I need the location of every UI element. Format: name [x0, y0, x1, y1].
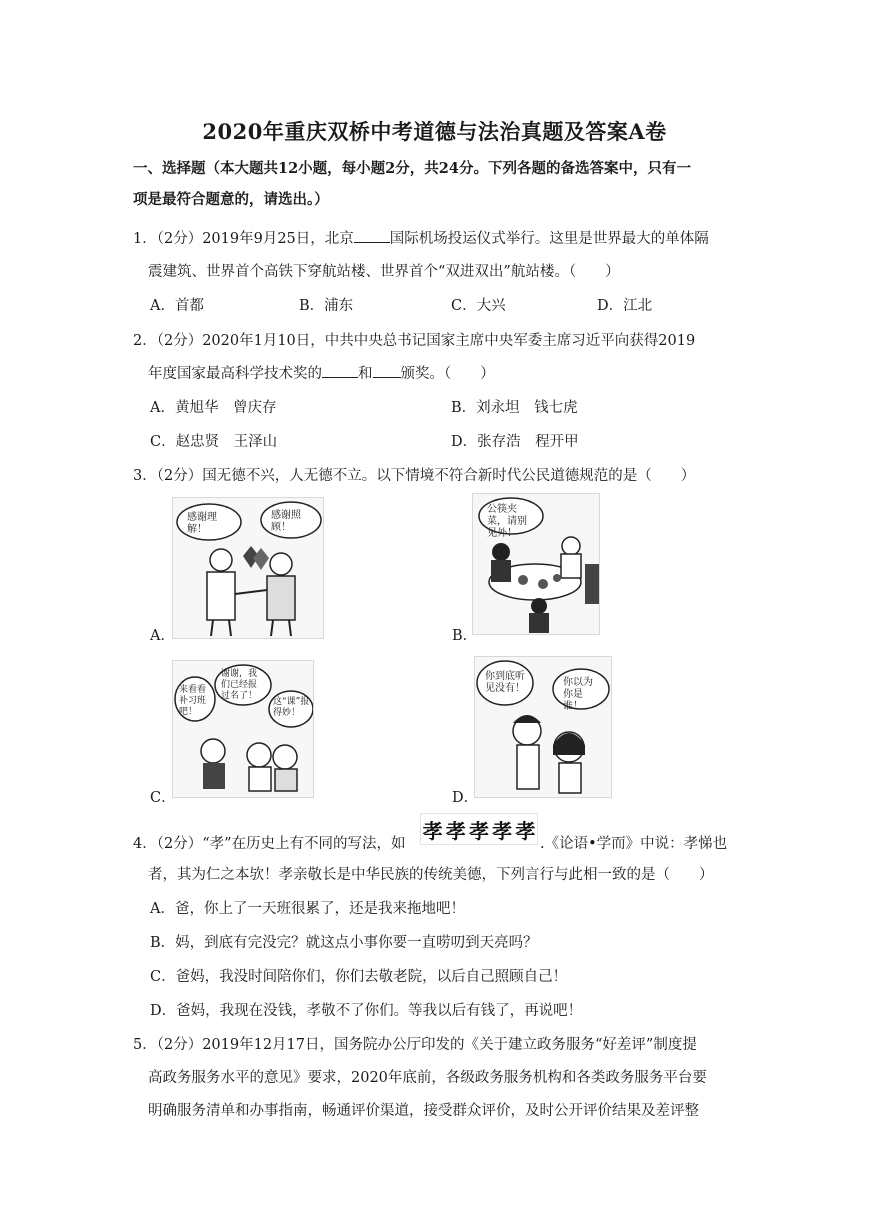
- calligraphy-char-5: 孝: [515, 818, 536, 843]
- calligraphy-char-2: 孝: [445, 818, 466, 843]
- q3-cartoon-a: [172, 497, 324, 639]
- q3-c-bubble-right: 这“课”报得妙！: [273, 697, 310, 718]
- q2-stem-part-c: 颁奖。（ ）: [400, 366, 495, 382]
- q2-stem-part-b: 和: [358, 366, 373, 382]
- q4-option-c: C．爸妈，我没时间陪你们，你们去敬老院，以后自己照顾自己！: [150, 969, 568, 985]
- q1-stem-line2: 震建筑、世界首个高铁下穿航站楼、世界首个“双进双出”航站楼。（ ）: [148, 264, 620, 280]
- q3-d-bubble-left: 你到底听见没有！: [485, 671, 525, 694]
- q3-cartoon-d: [474, 656, 612, 798]
- q3-label-d: D．: [452, 790, 479, 806]
- section-instruction-line2: 项是最符合题意的，请选出。）: [133, 191, 329, 208]
- q4-option-b: B．妈，到底有完没完？就这点小事你要一直唠叨到天亮吗？: [150, 935, 538, 951]
- calligraphy-char-3: 孝: [468, 818, 489, 843]
- q4-stem-part-a: 4．（2分）“孝”在历史上有不同的写法，如: [133, 836, 406, 852]
- q2-option-a: A．黄旭华 曾庆存: [150, 400, 277, 416]
- q3-b-bubble: 公筷夹菜，请别见外！: [487, 504, 527, 539]
- q3-label-b: B．: [452, 628, 478, 644]
- q1-option-c: C．大兴: [451, 298, 506, 314]
- q1-stem-part-b: 国际机场投运仪式举行。这里是世界最大的单体隔: [389, 231, 709, 247]
- q4-stem-part-b: .《论语•学而》中说：孝悌也: [540, 836, 728, 852]
- q3-d-bubble-right: 你以为你是谁！: [563, 677, 593, 712]
- q3-c-bubble-left: 来看看补习班吧！: [179, 685, 207, 717]
- q1-stem-line1: [133, 229, 709, 249]
- q5-stem-line3: 明确服务清单和办事指南，畅通评价渠道，接受群众评价，及时公开评价结果及差评整: [148, 1103, 699, 1119]
- q1-answer-blank: [354, 229, 390, 243]
- q2-stem-line2: [148, 364, 495, 384]
- q2-option-d: D．张存浩 程开甲: [451, 434, 579, 450]
- q4-option-d: D．爸妈，我现在没钱，孝敬不了你们。等我以后有钱了，再说吧！: [150, 1003, 583, 1019]
- q1-option-d: D．江北: [597, 298, 653, 314]
- q3-cartoon-b: [472, 493, 600, 635]
- q2-option-c: C．赵忠贤 王泽山: [150, 434, 278, 450]
- calligraphy-char-4: 孝: [492, 818, 513, 843]
- document-title: 2020年重庆双桥中考道德与法治真题及答案A卷: [202, 119, 667, 144]
- q2-stem-part-a: 年度国家最高科学技术奖的: [148, 366, 322, 382]
- q4-stem-line2: 者，其为仁之本欤！孝亲敬长是中华民族的传统美德，下列言行与此相一致的是（ ）: [148, 867, 714, 883]
- xiao-calligraphy-image: [420, 813, 538, 845]
- calligraphy-char-1: 孝: [422, 818, 443, 843]
- q1-option-b: B．浦东: [299, 298, 354, 314]
- q2-answer-blank-2: [373, 364, 401, 378]
- q3-label-a: A．: [150, 628, 175, 644]
- q3-label-c: C．: [150, 790, 176, 806]
- q1-stem-part-a: 1．（2分）2019年9月25日，北京: [133, 231, 354, 247]
- q4-option-a: A．爸，你上了一天班很累了，还是我来拖地吧！: [150, 901, 465, 917]
- q2-answer-blank-1: [322, 364, 358, 378]
- q5-stem-line1: 5．（2分）2019年12月17日，国务院办公厅印发的《关于建立政务服务“好差评”制度提: [133, 1037, 697, 1053]
- q5-stem-line2: 高政务服务水平的意见》要求，2020年底前，各级政务服务机构和各类政务服务平台要: [148, 1070, 707, 1086]
- q2-option-b: B．刘永坦 钱七虎: [451, 400, 578, 416]
- q3-a-bubble-left: 感谢理解！: [187, 512, 217, 535]
- section-instruction-line1: 一、选择题（本大题共12小题，每小题2分，共24分。下列各题的备选答案中，只有一: [133, 160, 691, 177]
- q3-cartoon-c: [172, 660, 314, 798]
- q1-option-a: A．首都: [150, 298, 204, 314]
- q3-stem: 3．（2分）国无德不兴，人无德不立。以下情境不符合新时代公民道德规范的是（ ）: [133, 468, 696, 484]
- q3-c-bubble-mid: 谢谢，我们已经报过名了！: [221, 669, 258, 701]
- q3-a-bubble-right: 感谢照顾！: [271, 510, 301, 533]
- q2-stem-line1: 2．（2分）2020年1月10日，中共中央总书记国家主席中央军委主席习近平向获得2019: [133, 333, 696, 349]
